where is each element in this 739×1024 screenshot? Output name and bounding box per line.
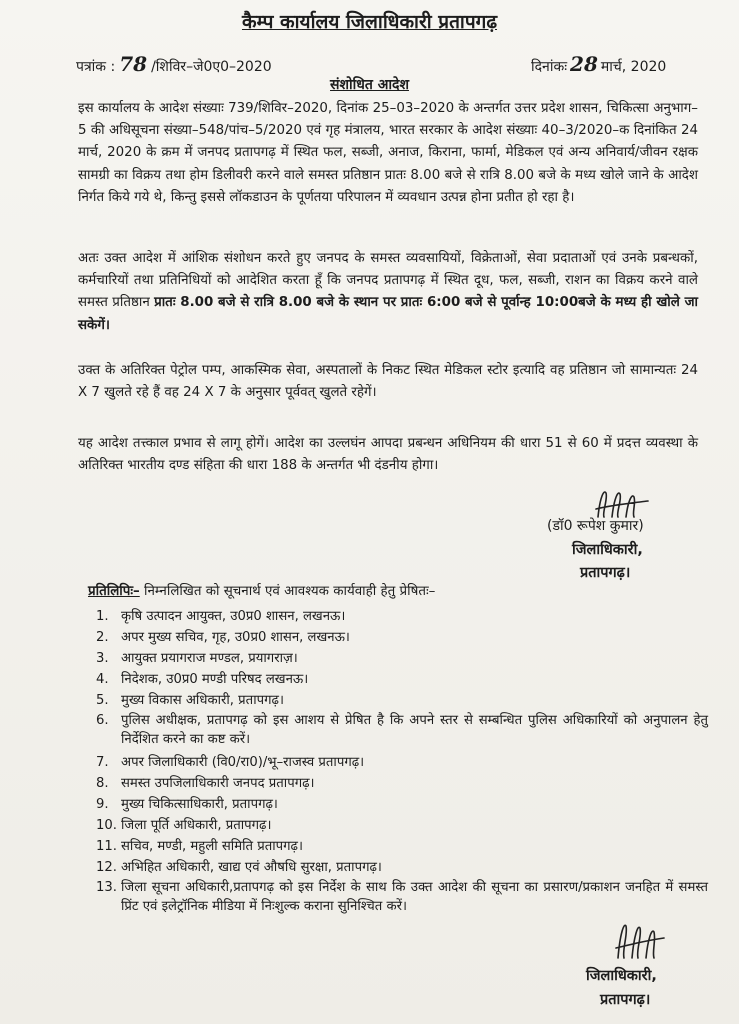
signatory-name: (डॉ0 रूपेश कुमार) xyxy=(547,518,644,534)
list-item: 2. अपर मुख्य सचिव, गृह, उ0प्र0 शासन, लखनऊ। xyxy=(96,630,350,645)
date-label: दिनांकः xyxy=(531,59,568,75)
list-item: 10. जिला पूर्ति अधिकारी, प्रतापगढ़। xyxy=(96,818,272,833)
closing-place: प्रतापगढ़। xyxy=(600,992,651,1008)
copy-to-text: निम्नलिखित को सूचनार्थ एवं आवश्यक कार्यवाही हेतु प्रेषितः– xyxy=(139,584,436,599)
reference-label: पत्रांक : xyxy=(76,59,116,75)
list-item: 3. आयुक्त प्रयागराज मण्डल, प्रयागराज़। xyxy=(96,651,298,666)
closing-designation: जिलाधिकारी, xyxy=(586,968,657,984)
list-item: 7. अपर जिलाधिकारी (वि0/रा0)/भू–राजस्व प्रतापगढ़। xyxy=(96,755,365,770)
date-suffix: मार्च, 2020 xyxy=(600,59,667,75)
office-title: कैम्प कार्यालय जिलाधिकारी प्रतापगढ़ xyxy=(241,11,498,33)
paragraph-2-bold-text: प्रातः 8.00 बजे से रात्रि 8.00 बजे के स्थान पर प्रातः 6:00 बजे से पूर्वान्ह 10:00बजे के मध्य ही खोले जा सकेगें। xyxy=(78,295,699,333)
handwritten-date: 28 xyxy=(570,52,598,76)
handwritten-reference: 78 xyxy=(119,52,148,76)
reference-suffix: /शिविर–जे0ए0–2020 xyxy=(151,59,272,75)
document-date xyxy=(531,52,666,76)
list-item: 11. सचिव, मण्डी, महुली समिति प्रतापगढ़। xyxy=(96,839,303,854)
reference-number xyxy=(76,52,272,76)
paragraph-1: इस कार्यालय के आदेश संख्याः 739/शिविर–2020, दिनांक 25–03–2020 के अन्तर्गत उत्तर प्रदेश शासन, चिकित्सा अनुभाग–5 की अधिसूचना संख्या–548/पांच–5/2020 एवं गृह मंत्रालय, भारत सरकार के आदेश संख्याः 40–3/2020–क दिनांकित 24 मार्च, 2020 के क्रम में जनपद प्रतापगढ़ में स्थित फल, सब्जी, अनाज, किराना, फार्मा, मेडिकल एवं अन्य अनिवार्य/जीवन रक्षक सामग्री का विक्रय तथा होम डिलीवरी करने वाले समस्त प्रतिष्ठान प्रातः 8.00 बजे से रात्रि 8.00 बजे के मध्य खोले जाने के आदेश निर्गत किये गये थे, किन्तु इससे लॉकडाउन के पूर्णतया परिपालन में व्यवधान उत्पन्न होना प्रतीत हो रहा है। xyxy=(78,101,698,205)
list-item: 4. निदेशक, उ0प्र0 मण्डी परिषद लखनऊ। xyxy=(96,672,309,687)
paragraph-2 xyxy=(78,248,698,337)
list-item: 1. कृषि उत्पादन आयुक्त, उ0प्र0 शासन, लखनऊ। xyxy=(96,609,346,624)
copy-to-line xyxy=(88,581,435,599)
paragraph-4: यह आदेश तत्त्काल प्रभाव से लागू होगें। आदेश का उल्लघंन आपदा प्रबन्धन अधिनियम की धारा 51 से 60 में प्रदत्त व्यवस्था के अतिरिक्त भारतीय दण्ड संहिता की धारा 188 के अन्तर्गत भी दंडनीय होगा। xyxy=(78,436,698,474)
signatory-designation: जिलाधिकारी, xyxy=(572,542,643,558)
paragraph-3: उक्त के अतिरिक्त पेट्रोल पम्प, आकस्मिक सेवा, अस्पतालों के निकट स्थित मेडिकल स्टोर इत्यादि वह प्रतिष्ठान जो सामान्यतः 24 X 7 खुलते रहे हैं वह 24 X 7 के अनुसार पूर्ववत् खुलते रहेगें। xyxy=(78,363,698,401)
paragraph-2-text: अतः उक्त आदेश में आंशिक संशोधन करते हुए जनपद के समस्त व्यवसायियों, विक्रेताओं, सेवा प्रदाताओं एवं उनके प्रबन्धकों, कर्मचारियों तथा प्रतिनिधियों को आदेशित करता हूँ कि जनपद प्रतापगढ़ में स्थित दूध, फल, सब्जी, राशन का विक्रय करने वाले समस्त प्रतिष्ठान xyxy=(78,251,698,311)
list-item: 5. मुख्य विकास अधिकारी, प्रतापगढ़। xyxy=(96,693,284,708)
signatory-place: प्रतापगढ़। xyxy=(580,565,631,581)
order-subtitle: संशोधित आदेश xyxy=(330,77,409,93)
copy-to-label: प्रतिलिपिः– xyxy=(88,584,140,599)
list-item: 6. पुलिस अधीक्षक, प्रतापगढ़ को इस आशय से प्रेषित है कि अपने स्तर से सम्बन्धित पुलिस अधिकारियों को अनुपालन हेतु निर्देशित करने का कष्ट करें। xyxy=(96,713,708,747)
list-item: 9. मुख्य चिकित्साधिकारी, प्रतापगढ़। xyxy=(96,797,278,812)
list-item: 12. अभिहित अधिकारी, खाद्य एवं औषधि सुरक्षा, प्रतापगढ़। xyxy=(96,860,382,875)
list-item: 13. जिला सूचना अधिकारी,प्रतापगढ़ को इस निर्देश के साथ कि उक्त आदेश की सूचना का प्रसारण/प्रकाशन जनहित में समस्त प्रिंट एवं इलेट्रॉनिक मीडिया में निःशुल्क कराना सुनिश्चित करें। xyxy=(96,880,708,914)
signature-graphic-2 xyxy=(612,918,668,962)
recipient-list xyxy=(78,606,708,919)
list-item: 8. समस्त उपजिलाधिकारी जनपद प्रतापगढ़। xyxy=(96,776,315,791)
